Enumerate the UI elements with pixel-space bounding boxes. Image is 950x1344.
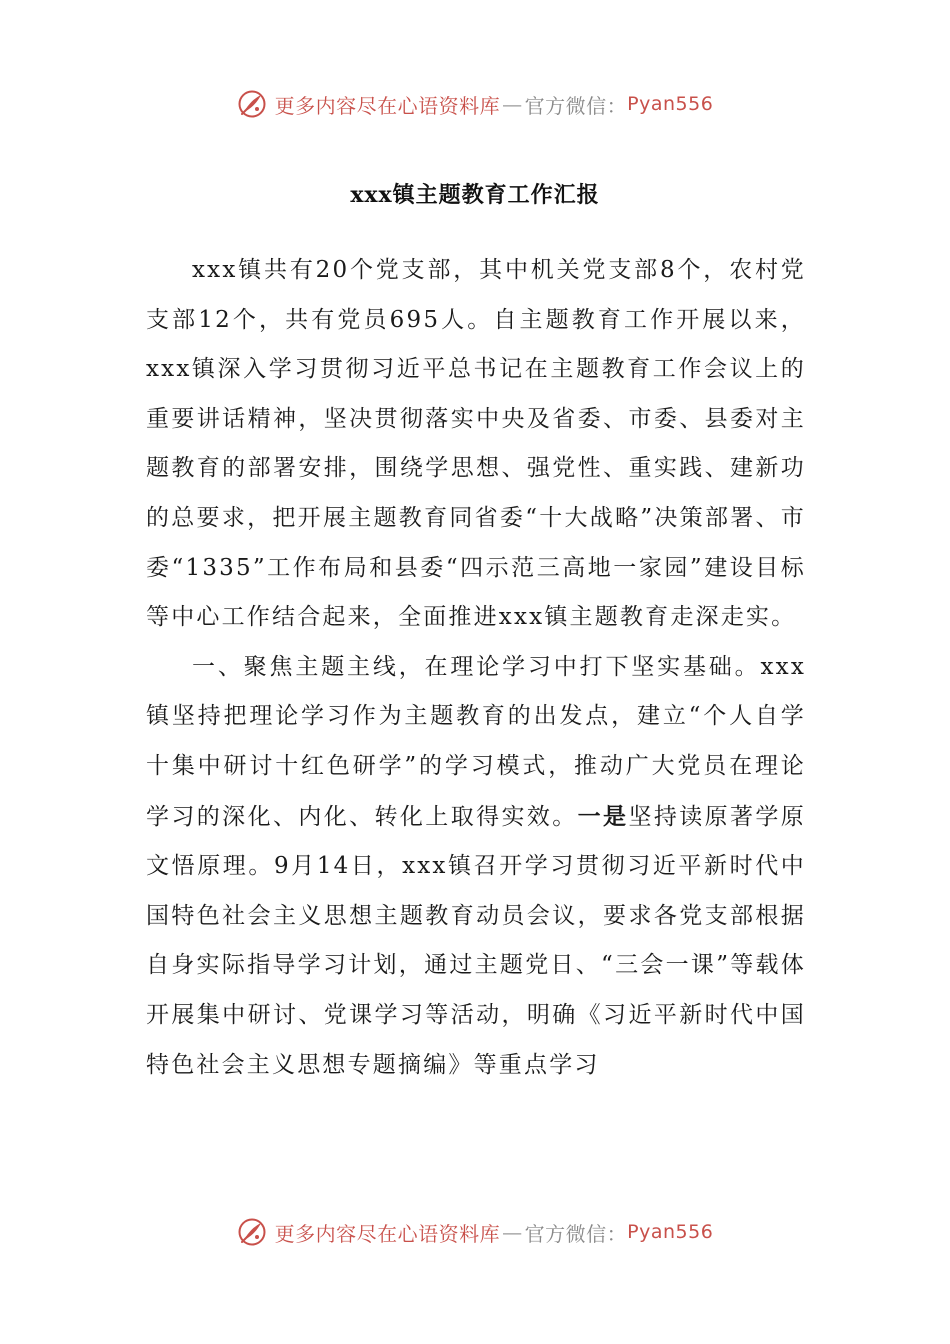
section-one-emphasis: 一是 — [577, 802, 629, 830]
watermark-wechat-id: Pyan556 — [627, 1221, 714, 1243]
paragraph-section-one — [146, 643, 806, 1090]
document-body — [146, 246, 806, 1090]
section-one-text-b: 坚持读原著学原文悟原理。9月14日，xxx镇召开学习贯彻习近平新时代中国特色社会主义思想主题教育动员会议，要求各党支部根据自身实际指导学习计划，通过主题党日、“三会一课”等载体开展集中研讨、党课学习等活动，明确《习近平新时代中国特色社会主义思想专题摘编》等重点学习 — [146, 803, 807, 1078]
section-one-text-a: 一、聚焦主题主线，在理论学习中打下坚实基础。xxx镇坚持把理论学习作为主题教育的出发点，建立“个人自学十集中研讨十红色研学”的学习模式，推动广大党员在理论学习的深化、内化、转化上取得实效。 — [146, 653, 806, 830]
watermark-wechat-label: 官方微信： — [524, 93, 628, 118]
watermark-wechat-label: 官方微信： — [524, 1221, 628, 1246]
header-watermark — [0, 84, 950, 124]
quill-logo-icon — [237, 89, 267, 119]
footer-watermark — [0, 1212, 950, 1252]
quill-logo-icon — [237, 1217, 267, 1247]
watermark-text: 更多内容尽在心语资料库 — [274, 1221, 501, 1246]
watermark-wechat-id: Pyan556 — [627, 93, 714, 115]
paragraph-intro: xxx镇共有20个党支部，其中机关党支部8个，农村党支部12个，共有党员695人。自主题教育工作开展以来，xxx镇深入学习贯彻习近平总书记在主题教育工作会议上的重要讲话精神，坚决贯彻落实中央及省委、市委、县委对主题教育的部署安排，围绕学思想、强党性、重实践、建新功的总要求，把开展主题教育同省委“十大战略”决策部署、市委“1335”工作布局和县委“四示范三高地一家园”建设目标等中心工作结合起来，全面推进xxx镇主题教育走深走实。 — [146, 257, 806, 631]
watermark-separator: — — [502, 1220, 523, 1244]
watermark-text: 更多内容尽在心语资料库 — [274, 93, 501, 118]
document-title: xxx镇主题教育工作汇报 — [350, 182, 600, 208]
watermark-separator: — — [502, 92, 523, 116]
